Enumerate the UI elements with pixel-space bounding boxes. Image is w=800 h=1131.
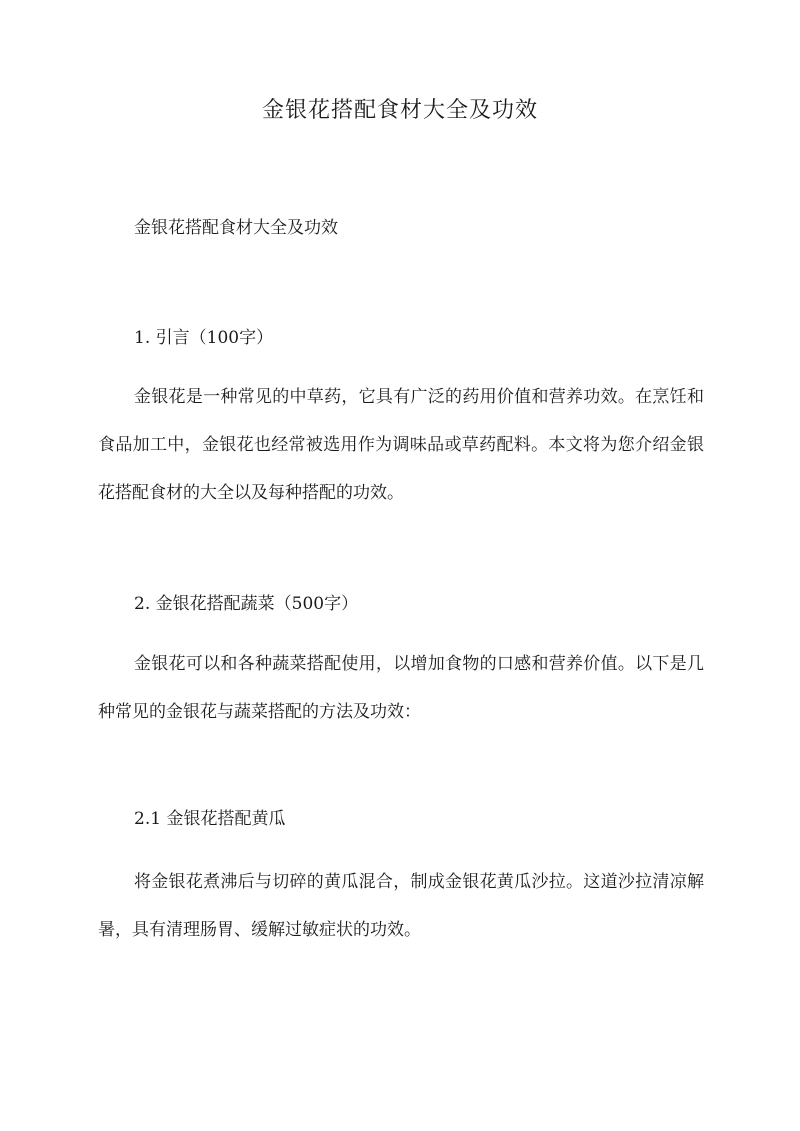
document-title: 金银花搭配食材大全及功效: [261, 98, 538, 123]
section-paragraph-cucumber: 将金银花煮沸后与切碎的黄瓜混合，制成金银花黄瓜沙拉。这道沙拉清凉解暑，具有清理肠胃、缓解过敏症状的功效。: [98, 872, 704, 940]
document-subtitle: 金银花搭配食材大全及功效: [134, 218, 338, 238]
section-heading-vegetables: 2. 金银花搭配蔬菜（500字）: [134, 594, 359, 614]
section-paragraph-vegetables: 金银花可以和各种蔬菜搭配使用，以增加食物的口感和营养价值。以下是几种常见的金银花与蔬菜搭配的方法及功效：: [98, 654, 704, 722]
section-heading-cucumber: 2.1 金银花搭配黄瓜: [134, 809, 286, 829]
section-paragraph-intro: 金银花是一种常见的中草药，它具有广泛的药用价值和营养功效。在烹饪和食品加工中，金银花也经常被选用作为调味品或草药配料。本文将为您介绍金银花搭配食材的大全以及每种搭配的功效。: [98, 387, 704, 503]
section-heading-intro: 1. 引言（100字）: [134, 328, 274, 348]
